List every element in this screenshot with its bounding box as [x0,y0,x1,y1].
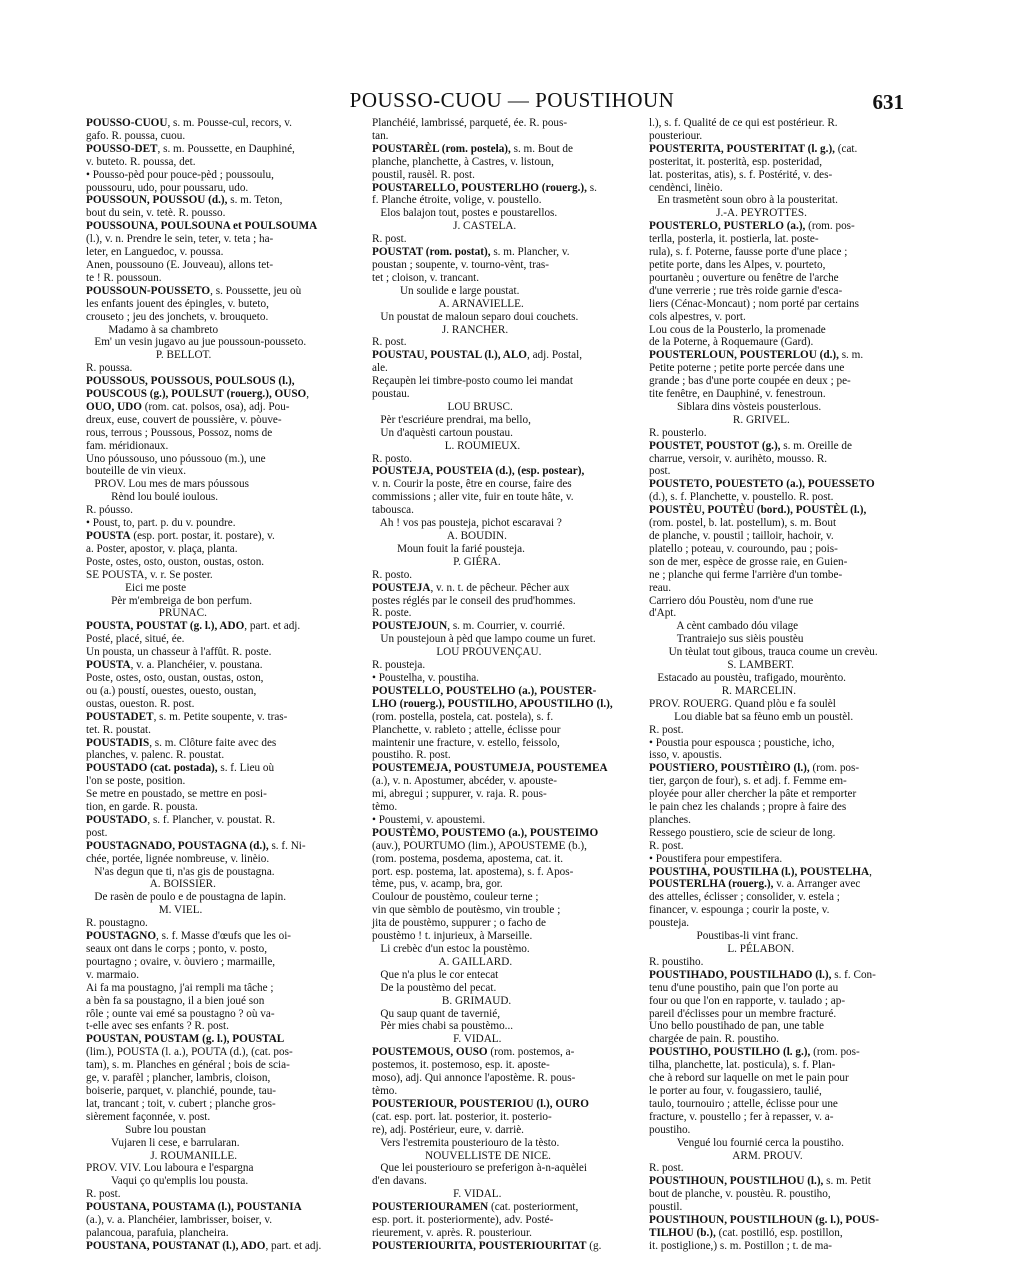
text-line: POUSTERIOURITA, POUSTERIOURITAT (g. [372,1239,602,1252]
text-line: posteritat, it. posterità, esp. posteridad, [649,155,823,168]
text-line: reau. [649,581,672,594]
text-line: Un d'aquèsti cartoun poustau. [372,426,513,439]
text-line: P. GIÉRA. [372,555,501,568]
text-line: isso, v. apoustis. [649,749,722,762]
text-line: tier, garçon de four), s. et adj. f. Femme em- [649,775,847,788]
text-line: tèmo. [372,801,398,814]
text-line: bout de planche, v. poustèu. R. poustiho, [649,1188,831,1201]
text-line: A. GAILLARD. [372,955,513,968]
column-middle [372,117,632,1252]
text-line: financer, v. espounga ; courir la poste, v. [649,904,830,917]
text-line: POUSTAGNO, s. f. Masse d'œufs que les oi- [86,930,292,943]
text-line: postes réglés par le conseil des prud'hommes. [372,594,576,607]
text-line: POUSSOUN, POUSSOU (d.), s. m. Teton, [86,194,283,207]
text-line: POUSTAN, POUSTAM (g. l.), POUSTAL [86,1033,285,1046]
text-line: che à rebord sur laquelle on met le pain pour [649,1072,849,1085]
text-line: Un tèulat tout gibous, trauca coume un crevèu. [649,646,878,659]
text-line: gafo. R. poussa, cuou. [86,129,186,142]
text-line: cendènci, linèio. [649,181,723,194]
text-line: lat, trancant ; toit, v. cubert ; planche gros- [86,1097,276,1110]
text-line: POUSTANA, POUSTAMA (l.), POUSTANIA [86,1201,302,1214]
text-line: leter, en Languedoc, v. poussa. [86,246,224,259]
text-line: d'une verrerie ; rue très roide garnie d'esca- [649,284,843,297]
text-line: les enfants jouent des épingles, v. buteto, [86,297,269,310]
text-line: (rom. postella, postela, cat. postela), s. f. [372,710,554,723]
text-line: Eici me poste [86,581,187,594]
text-line: (d.), s. f. Planchette, v. poustello. R. post. [649,491,834,504]
text-line: Madamo à sa chambreto [86,323,219,336]
text-line: petite porte, dans les Alpes, v. pourteto, [649,258,826,271]
text-line: POUSTAT (rom. postat), s. m. Plancher, v. [372,246,570,259]
text-line: pousteja. [649,917,690,930]
text-line: poussouru, udo, pour poussaru, udo. [86,181,249,194]
text-line: POUSTIHOUN, POUSTILHOUN (g. l.), POUS- [649,1214,879,1227]
text-line: Que n'a plus le cor entecat [372,968,499,981]
column-left [86,117,346,1252]
text-line: de la Poterne, à Roquemaure (Gard). [649,336,814,349]
text-line: De la poustèmo del pecat. [372,981,497,994]
text-line: Posté, placé, situé, ée. [86,633,185,646]
text-line: Coulour de poustèmo, couleur terne ; [372,891,539,904]
text-line: R. pousteja. [372,659,426,672]
text-line: (rom. postel, b. lat. postellum), s. m. Bout [649,517,837,530]
text-line: esp. port. it. posteriormente), adv. Posté- [372,1214,554,1227]
text-line: Lou cous de la Pousterlo, la promenade [649,323,826,336]
text-line: (l.), v. n. Prendre le sein, teter, v. teta ; ha- [86,233,274,246]
text-line: PROV. VIV. Lou laboura e l'espargna [86,1162,254,1175]
text-line: liers (Cénac-Moncaut) ; nom porté par certains [649,297,859,310]
text-line: crouseto ; jeu des jonchets, v. brouqueto. [86,310,269,323]
text-line: Siblara dins vòsteis pousterlous. [649,400,822,413]
text-line: POUSTEJA, v. n. t. de pêcheur. Pêcher aux [372,581,570,594]
text-line: maintenir une fracture, v. estello, feissolo, [372,736,560,749]
text-line: bouteille de vin vieux. [86,465,187,478]
text-line: • Poustia pour espousca ; poustiche, icho, [649,736,835,749]
text-line: OUO, UDO (rom. cat. polsos, osa), adj. Pou- [86,400,290,413]
text-line: rôle ; ounte vai emé sa poustagno ? où va- [86,1007,275,1020]
text-line: planche, planchette, à Castres, v. listoun, [372,155,554,168]
text-line: R. poustiho. [649,955,704,968]
text-line: palancoua, parafuia, plancheira. [86,1226,229,1239]
text-line: POUSSOUN-POUSSETO, s. Poussette, jeu où [86,284,302,297]
text-line: POUSTA, v. a. Planchéier, v. poustana. [86,659,263,672]
text-line: M. VIEL. [86,904,203,917]
text-line: J. ROUMANILLE. [86,1149,238,1162]
text-line: chargée de pain. R. poustiho. [649,1033,779,1046]
text-line: Poste, ostes, osto, oustan, oustas, oston, [86,671,264,684]
text-line: R. MARCELIN. [649,684,796,697]
text-line: Subre lou poustan [86,1123,206,1136]
text-line: R. post. [649,839,684,852]
text-line: four ou que l'on en rapporte, v. taulado ; ap- [649,994,846,1007]
text-line: POUSTET, POUSTOT (g.), s. m. Oreille de [649,439,852,452]
text-line: v. n. Courir la poste, être en course, faire des [372,478,572,491]
text-line: R. poste. [372,607,412,620]
text-line: platello ; poteau, v. couroundo, pau ; pois- [649,542,838,555]
text-line: Lou diable bat sa fèuno emb un poustèl. [649,710,854,723]
text-line: POUSTERIOURAMEN (cat. posteriorment, [372,1201,579,1214]
text-line: LOU BRUSC. [372,400,513,413]
text-line: bout du sein, v. tetè. R. pousso. [86,207,226,220]
text-line: Estacado au poustèu, trafigado, mourènto. [649,671,846,684]
text-line: J. RANCHER. [372,323,509,336]
text-line: POUSSO-DET, s. m. Poussette, en Dauphiné, [86,142,295,155]
text-line: SE POUSTA, v. r. Se poster. [86,568,213,581]
text-line: POUSTARÈL (rom. postela), s. m. Bout de [372,142,573,155]
text-line: F. VIDAL. [372,1033,502,1046]
column-right [649,117,921,1252]
text-line: POUSTIERO, POUSTIÈIRO (l.), (rom. pos- [649,762,860,775]
text-line: (rom. postema, posdema, apostema, cat. it. [372,852,564,865]
text-line: Anen, poussouno (E. Jouveau), allons tet- [86,258,274,271]
text-line: mi, abregui ; suppurer, v. raja. R. pous- [372,788,547,801]
text-line: sièrement façonnée, v. post. [86,1110,211,1123]
text-line: Em' un vesin jugavo au jue poussoun-pousseto. [86,336,307,349]
page-header [0,88,1024,114]
text-line: d'Apt. [649,607,677,620]
text-line: tet ; cloison, v. trancant. [372,271,480,284]
text-line: Uno bello poustihado de pan, une table [649,1020,824,1033]
text-line: POUSTEJA, POUSTEIA (d.), (esp. postear), [372,465,585,478]
text-line: PROV. Lou mes de mars póussous [86,478,249,491]
text-line: Vers l'estremita pousteriouro de la tèsto. [372,1136,560,1149]
text-line: R. post. [649,1162,684,1175]
text-line: Se metre en poustado, se mettre en posi- [86,788,267,801]
text-line: (a.), v. a. Planchéier, lambrisser, boiser, v. [86,1214,273,1227]
text-line: R. post. [86,1188,121,1201]
text-line: charrue, versoir, v. aurihèto, mousso. R. [649,452,828,465]
text-line: vin que sèmblo de poutèsmo, vin trouble ; [372,904,561,917]
text-line: Vengué lou fournié cerca la poustiho. [649,1136,844,1149]
text-line: (lim.), POUSTA (l. a.), POUTA (d.), (cat. pos- [86,1046,293,1059]
text-line: le porter au four, v. fougassiero, taulié, [649,1084,822,1097]
text-line: rous, terrous ; Poussous, Possoz, noms de [86,426,273,439]
text-line: ge, v. parafèl ; plancher, lambris, cloison, [86,1072,271,1085]
text-line: POUSTADET, s. m. Petite soupente, v. tras- [86,710,288,723]
text-line: R. GRIVEL. [649,413,790,426]
text-line: R. poussa. [86,362,133,375]
text-line: taulo, tournouiro ; attelle, éclisse pour une [649,1097,838,1110]
text-line: POUSSO-CUOU, s. m. Pousse-cul, recors, v. [86,117,292,129]
text-line: Vaqui ço qu'emplis lou pousta. [86,1175,249,1188]
text-line: port. esp. postema, lat. apostema), s. f. Apos- [372,865,574,878]
text-line: fam. méridionaux. [86,439,169,452]
text-line: Qu saup quant de tavernié, [372,1007,500,1020]
text-line: post. [649,465,671,478]
text-line: ou (a.) poustí, ouestes, ouesto, oustan, [86,684,257,697]
text-line: POUSTEJOUN, s. m. Courrier, v. courrié. [372,620,566,633]
text-line: POUSSOUS, POUSSOUS, POULSOUS (l.), [86,375,295,388]
text-line: POUSTERIOUR, POUSTERIOU (l.), OURO [372,1097,589,1110]
text-line: tam), s. m. Planches en général ; bois de scia- [86,1059,290,1072]
text-line: A. BOISSIER. [86,878,216,891]
text-line: POUSTA, POUSTAT (g. l.), ADO, part. et adj. [86,620,301,633]
text-line: seaux ont dans le corps ; ponto, v. posto, [86,943,268,955]
text-line: tion, en garde. R. pousta. [86,801,198,814]
text-line: L. ROUMIEUX. [372,439,521,452]
text-line: ne ; planche qui ferme l'arrière d'un tombe- [649,568,843,581]
text-line: tilha, planchette, lat. posticula), s. f. Plan- [649,1059,836,1072]
text-line: POUSTANA, POUSTANAT (l.), ADO, part. et adj. [86,1239,322,1252]
text-line: poustil. [649,1201,683,1214]
text-line: tèmo. [372,1084,398,1097]
text-line: R. posto. [372,452,413,465]
text-line: post. [86,826,108,839]
text-line: terlla, posterla, it. postierla, lat. poste- [649,233,819,246]
text-line: moso), adj. Qui annonce l'apostème. R. pous- [372,1072,576,1085]
text-line: poustan ; soupente, v. tourno-vènt, tras- [372,258,549,271]
text-line: TILHOU (b.), (cat. postilló, esp. postillon, [649,1226,843,1239]
text-line: Ressego poustiero, scie de scieur de long. [649,826,836,839]
text-line: P. BELLOT. [86,349,212,362]
text-line: lat. posteritas, atis), s. f. Postérité, v. des- [649,168,833,181]
text-line: POUSTADO, s. f. Plancher, v. poustat. R. [86,813,276,826]
text-line: POUSTARELLO, POUSTERLHO (rouerg.), s. [372,181,597,194]
text-line: R. post. [649,723,684,736]
text-line: Poustibas-li vint franc. [649,930,799,943]
text-line: R. pousterlo. [649,426,707,439]
text-line: POUSTERITA, POUSTERITAT (l. g.), (cat. [649,142,858,155]
text-line: Carriero dóu Poustèu, nom d'une rue [649,594,814,607]
text-line: chée, portée, lignée nombreuse, v. linèio. [86,852,270,865]
text-line: POUSTEMOUS, OUSO (rom. postemos, a- [372,1046,575,1059]
text-line: commissions ; aller vite, fuir en toute hâte, v. [372,491,574,504]
text-line: Un pousta, un chasseur à l'affût. R. poste. [86,646,272,659]
text-line: le pain chez les chalands ; propre à faire des [649,801,847,814]
text-line: NOUVELLISTE DE NICE. [372,1149,551,1162]
text-line: l'on se poste, position. [86,775,186,788]
text-line: postemos, it. postemoso, esp. it. aposte- [372,1059,550,1072]
text-line: oustas, oueston. R. post. [86,697,195,710]
text-line: Planchéié, lambrissé, parqueté, ée. R. pous- [372,117,568,129]
text-line: POUSTÈMO, POUSTEMO (a.), POUSTEIMO [372,826,599,839]
text-line: R. post. [372,233,407,246]
text-line: Uno póussouso, uno póussouo (m.), une [86,452,266,465]
text-line: POUSTADO (cat. postada), s. f. Lieu où [86,762,275,775]
text-line: ale. [372,362,388,375]
text-line: F. VIDAL. [372,1188,502,1201]
page-number: 631 [872,90,904,114]
text-line: v. buteto. R. poussa, det. [86,155,196,168]
text-line: son de mer, espèce de grosse raie, en Guien- [649,555,848,568]
text-line: R. posto. [372,568,413,581]
text-line: ployée pour aller chercher la pâte et remporter [649,788,857,801]
text-line: • Poustemi, v. apoustemi. [372,813,486,826]
text-line: POUSTERLO, PUSTERLO (a.), (rom. pos- [649,220,855,233]
text-line: B. GRIMAUD. [372,994,512,1007]
text-line: des attelles, éclisser ; consolider, v. estela ; [649,891,840,904]
text-line: planches. [649,813,691,826]
text-line: L. PÉLABON. [649,943,795,955]
text-line: v. marmaio. [86,968,140,981]
text-line: planches, v. palenc. R. poustat. [86,749,225,762]
text-line: • Poustifera pour empestifera. [649,852,783,865]
text-line: POUSTA (esp. port. postar, it. postare), v. [86,530,275,542]
text-line: tan. [372,129,389,142]
text-line: PROV. ROUERG. Quand plòu e fa soulèl [649,697,836,710]
text-line: tet. R. poustat. [86,723,151,736]
text-line: J. CASTELA. [372,220,517,233]
text-line: POUSTEMEJA, POUSTUMEJA, POUSTEMEA [372,762,608,775]
text-line: pousteriour. [649,129,703,142]
text-line: ARM. PROUV. [649,1149,803,1162]
text-line: Rènd lou boulé ioulous. [86,491,219,504]
text-line: Un poustejoun à pèd que lampo coume un furet. [372,633,596,646]
text-line: poustiho. R. post. [372,749,451,762]
text-line: l.), s. f. Qualité de ce qui est postérieur. R. [649,117,838,129]
text-line: tite fenêtre, en Dauphiné, v. fenestroun. [649,388,826,401]
text-line: En trasmetènt soun obro à la pousteritat. [649,194,838,207]
text-line: A. BOUDIN. [372,530,507,542]
text-line: grande ; bas d'une porte coupée en deux ; pe- [649,375,851,388]
text-line: PRUNAC. [86,607,207,620]
text-line: Un poustat de maloun separo doui couchets. [372,310,579,323]
text-line: tabousca. [372,504,414,517]
text-line: a. Poster, apostor, v. plaça, planta. [86,542,238,555]
text-line: d'en davans. [372,1175,427,1188]
text-line: rula), s. f. Poterne, fausse porte d'une place ; [649,246,848,259]
text-line: Pèr m'embreiga de bon perfum. [86,594,253,607]
text-line: POUSTIHA, POUSTILHA (l.), POUSTELHA, [649,865,872,878]
text-line: Planchette, v. rableto ; attelle, éclisse pour [372,723,561,736]
text-line: boiserie, parquet, v. planchié, pounde, tau- [86,1084,277,1097]
text-line: t-elle avec ses enfants ? R. post. [86,1020,229,1033]
text-line: De rasèn de poulo e de poustagna de lapin. [86,891,287,904]
text-line: POUSTIHOUN, POUSTILHOU (l.), s. m. Petit [649,1175,871,1188]
text-line: POUSSOUNA, POULSOUNA et POULSOUMA [86,220,318,233]
text-line: Poste, ostes, osto, ouston, oustas, oston. [86,555,265,568]
text-line: pourtagno ; ovaire, v. òuviero ; marmaille, [86,955,276,968]
text-line: Vujaren li cese, e barrularan. [86,1136,240,1149]
text-line: Petite poterne ; petite porte percée dans une [649,362,845,375]
text-line: S. LAMBERT. [649,659,794,672]
text-line: R. póusso. [86,504,133,517]
text-line: re), adj. Postérieur, eure, v. darriè. [372,1123,524,1136]
text-line: Pèr mies chabi sa poustèmo... [372,1020,514,1033]
text-line: Moun fouit la farié pousteja. [372,542,525,555]
text-line: (auv.), POURTUMO (lim.), APOUSTEME (b.), [372,839,587,852]
text-line: N'as degun que ti, n'as gis de poustagna. [86,865,275,878]
text-line: POUSCOUS (g.), POULSUT (rouerg.), OUSO, [86,388,310,401]
text-line: fracture, v. poustello ; fer à repasser, v. a- [649,1110,834,1123]
text-line: jita de poustèmo, suppurer ; o facho de [372,917,546,930]
text-line: Trantraiejo sus sièis poustèu [649,633,804,646]
text-line: LHO (rouerg.), POUSTILHO, APOUSTILHO (l.), [372,697,613,710]
text-line: POUSTIHO, POUSTILHO (l. g.), (rom. pos- [649,1046,860,1059]
text-line: POUSTELLO, POUSTELHO (a.), POUSTER- [372,684,597,697]
text-line: POUSTAGNADO, POUSTAGNA (d.), s. f. Ni- [86,839,306,852]
text-line: POUSTADIS, s. m. Clôture faite avec des [86,736,277,749]
text-line: A. ARNAVIELLE. [372,297,524,310]
running-head: POUSSO-CUOU — POUSTIHOUN [349,88,675,112]
text-line: Ai fa ma poustagno, j'ai rempli ma tâche ; [86,981,274,994]
text-line: pareil d'éclisses pour un membre fracturé. [649,1007,837,1020]
text-line: POUSTÈU, POUTÈU (bord.), POUSTÈL (l.), [649,504,867,517]
text-line: tème, pus, v. acamp, bra, gor. [372,878,503,891]
text-line: Elos balajon tout, postes e poustarellos. [372,207,558,220]
text-line: f. Planche étroite, volige, v. poustello. [372,194,542,207]
text-line: it. postiglione,) s. m. Postillon ; t. de ma- [649,1239,833,1252]
text-line: POUSTIHADO, POUSTILHADO (l.), s. f. Con- [649,968,876,981]
text-line: rieurement, v. après. R. pousteriour. [372,1226,532,1239]
text-line: J.-A. PEYROTTES. [649,207,807,220]
text-line: LOU PROUVENÇAU. [372,646,542,659]
text-line: poustil, rausèl. R. post. [372,168,475,181]
text-line: R. poustagno. [86,917,148,930]
text-line: pourtanèu ; ouverture ou fenêtre de l'arche [649,271,839,284]
text-line: tenu d'une poustiho, pain que l'on porte au [649,981,839,994]
text-line: POUSTAU, POUSTAL (l.), ALO, adj. Postal, [372,349,582,362]
text-line: (a.), v. n. Apostumer, abcéder, v. apouste- [372,775,557,788]
text-line: de planche, v. poustil ; tailloir, hachoir, v. [649,530,834,542]
text-line: POUSTERLHA (rouerg.), v. a. Arranger avec [649,878,861,891]
text-line: poustau. [372,388,410,401]
text-line: R. post. [372,336,407,349]
text-line: Que lei pousteriouro se preferigon à-n-aquèlei [372,1162,587,1175]
text-line: • Poustelha, v. poustiha. [372,671,479,684]
text-line: Un soulide e large poustat. [372,284,520,297]
text-line: te ! R. poussoun. [86,271,162,284]
text-line: dreux, euse, couvert de poussière, v. pòuve- [86,413,282,426]
text-line: POUSTERLOUN, POUSTERLOU (d.), s. m. [649,349,864,362]
text-line: cols alpestres, v. port. [649,310,746,323]
text-line: POUSTETO, POUESTETO (a.), POUESSETO [649,478,875,491]
text-line: Li crebèc d'un estoc la poustèmo. [372,943,530,955]
text-line: Reçaupèn lei timbre-posto coumo lei mandat [372,375,574,388]
text-line: (cat. esp. port. lat. posterior, it. posterio- [372,1110,552,1123]
text-line: poustèmo ! t. injurieux, à Marseille. [372,930,533,943]
text-line: A cènt cambado dóu vilage [649,620,799,633]
text-line: Ah ! vos pas pousteja, pichot escaravai ? [372,517,562,530]
text-line: • Poust, to, part. p. du v. poundre. [86,517,236,530]
text-line: a bèn fa sa poustagno, il a bien joué son [86,994,265,1007]
text-line: Pèr t'escriéure prendrai, ma bello, [372,413,531,426]
text-line: • Pousso-pèd pour pouce-pèd ; poussoulu, [86,168,274,181]
text-line: poustiho. [649,1123,691,1136]
